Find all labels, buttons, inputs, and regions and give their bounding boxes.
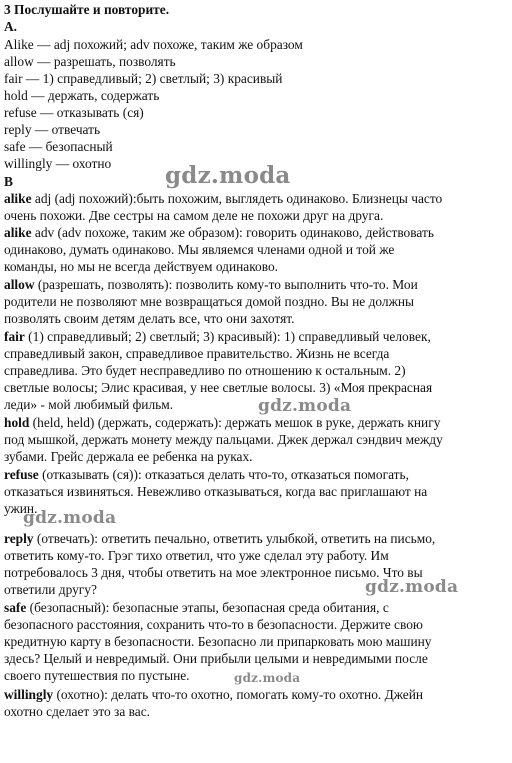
entry-text: (отказывать (ся)): отказаться делать что-то, отказаться помогать,: [38, 467, 409, 482]
entry-alike-adv: [4, 224, 434, 241]
vocab-entry: fair — 1) справедливый; 2) светлый; 3) красивый: [4, 71, 283, 86]
vocab-entry: hold — держать, содержать: [4, 88, 160, 103]
watermark: gdz.moda: [365, 577, 459, 597]
entry-text: (held, held) (держать, содержать): держать мешок в руке, держать книгу: [29, 415, 441, 430]
entry-refuse: [4, 466, 409, 483]
vocab-entry: refuse — отказывать (ся): [4, 105, 144, 120]
entry-text: (разрешать, позволять): позволить кому-то выполнить что-то. Мои: [34, 277, 418, 292]
headword: fair: [4, 329, 25, 344]
entry-text: adv (adv похоже, таким же образом): говорить одинаково, действовать: [31, 225, 434, 240]
entry-text: зубами. Грейс держала ее ребенка на руках.: [4, 449, 253, 464]
entry-text: позволять своим детям делать все, что они захотят.: [4, 311, 295, 326]
entry-text: (безопасный): безопасные этапы, безопасная среда обитания, с: [26, 600, 389, 615]
headword: alike: [4, 191, 32, 206]
entry-text: (охотно): делать что-то охотно, помогать кому-то охотно. Джейн: [53, 687, 424, 702]
entry-text: безопасного расстояния, сохранить что-то в безопасности. Держите свою: [4, 617, 423, 632]
entry-text: команды, но мы не всегда действуем одинаково.: [4, 259, 279, 274]
entry-text: под мышкой, держать монету между пальцами. Джек держал сэндвич между: [4, 432, 443, 447]
watermark: gdz.moda: [258, 396, 352, 416]
headword: reply: [4, 531, 34, 546]
vocab-entry: willingly — охотно: [4, 156, 112, 171]
watermark: gdz.moda: [234, 671, 301, 685]
entry-hold: [4, 414, 440, 431]
headword: safe: [4, 600, 27, 615]
exercise-heading: 3 Послушайте и повторите.: [4, 2, 170, 17]
headword: allow: [4, 277, 35, 292]
entry-reply: [4, 530, 435, 547]
entry-text: справедлива. Это будет несправедливо по отношению к остальным. 2): [4, 363, 406, 378]
headword: alike: [4, 225, 32, 240]
entry-fair: [4, 328, 431, 345]
entry-text: adj (adj похожий):быть похожим, выглядеть одинаково. Близнецы часто: [31, 191, 443, 206]
entry-text: своего путешествия по пустыне.: [4, 668, 190, 683]
headword: hold: [4, 415, 30, 430]
vocab-entry: reply — отвечать: [4, 122, 101, 137]
headword: refuse: [4, 467, 39, 482]
entry-text: родители не позволяют мне возвращаться домой поздно. Вы не должны: [4, 294, 415, 309]
section-b-label: B: [4, 174, 13, 189]
entry-text: ужин.: [4, 501, 38, 516]
entry-text: (1) справедливый; 2) светлый; 3) красивый): 1) справедливый человек,: [24, 329, 431, 344]
section-a-label: A.: [4, 19, 18, 34]
vocab-entry: safe — безопасный: [4, 139, 113, 154]
entry-text: ответить кому-то. Грэг тихо ответил, что уже сделал эту работу. Им: [4, 548, 389, 563]
headword: willingly: [4, 687, 54, 702]
entry-text: отказаться извиняться. Невежливо отказываться, когда вас приглашают на: [4, 484, 428, 499]
entry-text: очень похожи. Две сестры на самом деле не похожи друг на друга.: [4, 208, 384, 223]
entry-text: справедливый закон, справедливое правительство. Жизнь не всегда: [4, 346, 390, 361]
entry-text: потребовалось 3 дня, чтобы ответить на мое электронное письмо. Что вы: [4, 565, 423, 580]
watermark: gdz.moda: [165, 162, 291, 189]
entry-text: светлые волосы; Элис красивая, у нее светлые волосы. 3) «Моя прекрасная: [4, 380, 433, 395]
entry-text: ответили другу?: [4, 582, 97, 597]
entry-text: кредитную карту в безопасности. Безопасно ли припарковать мою машину: [4, 634, 432, 649]
vocab-entry: allow — разрешать, позволять: [4, 54, 176, 69]
entry-allow: [4, 276, 418, 293]
entry-text: здесь? Целый и невредимый. Они прибыли целыми и невредимыми после: [4, 651, 428, 666]
watermark: gdz.moda: [23, 508, 117, 528]
entry-alike-adj: [4, 190, 442, 207]
entry-text: охотно сделает это за вас.: [4, 704, 151, 719]
entry-text: одинаково, думать одинаково. Мы являемся членами одной и той же: [4, 242, 395, 257]
entry-text: (отвечать): ответить печально, ответить улыбкой, ответить на письмо,: [33, 531, 436, 546]
entry-text: леди» - мой любимый фильм.: [4, 397, 174, 412]
vocab-entry: Alike — adj похожий; adv похоже, таким же образом: [4, 37, 303, 52]
entry-willingly: [4, 686, 423, 703]
entry-safe: [4, 599, 389, 616]
